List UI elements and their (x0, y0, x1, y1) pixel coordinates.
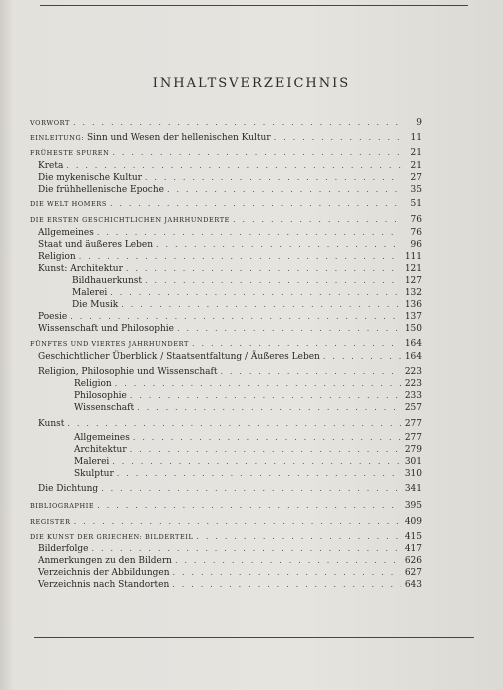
toc-entry-label (30, 133, 271, 144)
toc-entry (38, 311, 422, 323)
toc-entry (72, 299, 422, 311)
toc-entry-label: Verzeichnis nach Standorten (38, 580, 170, 590)
toc-entry (38, 263, 422, 275)
toc-entry-label: FRÜHESTE SPUREN (30, 149, 110, 157)
leader-dots (112, 147, 401, 158)
toc-entry (38, 567, 422, 579)
toc-entry (30, 132, 422, 144)
leader-dots (137, 402, 401, 413)
toc-entry-page: 164 (404, 352, 422, 362)
leader-dots (145, 275, 401, 286)
toc-entry (38, 366, 422, 378)
toc-entry-page: 76 (410, 228, 422, 238)
toc-entry (74, 378, 422, 390)
toc-entry-page: 11 (410, 133, 422, 143)
leader-dots (130, 390, 401, 401)
leader-dots (323, 351, 401, 362)
toc-entry (72, 287, 422, 299)
toc-entry (30, 500, 422, 512)
leader-dots (175, 555, 401, 566)
leader-dots (220, 366, 401, 377)
toc-entry-page: 341 (404, 484, 422, 494)
toc-entry (38, 579, 422, 591)
toc-entry-label (30, 532, 193, 543)
leader-dots (172, 579, 401, 590)
leader-dots (133, 432, 401, 443)
toc-entry (30, 338, 422, 350)
toc-entry-page: 277 (404, 433, 422, 443)
toc-entry (74, 432, 422, 444)
toc-entry (38, 543, 422, 555)
toc-entry (38, 323, 422, 335)
toc-entry (38, 172, 422, 184)
toc-entry-label: Wissenschaft und Philosophie (38, 324, 175, 334)
leader-dots (126, 263, 401, 274)
leader-dots (97, 227, 401, 238)
toc-entry (30, 117, 422, 129)
toc-entry-page: 233 (404, 391, 422, 401)
toc-entry-page: 150 (404, 324, 422, 334)
toc-entry-label-smallcaps: EINLEITUNG: (30, 134, 85, 142)
toc-entry-label: Die mykenische Kultur (38, 173, 142, 183)
leader-dots (130, 444, 401, 455)
toc-entry-label: Religion (38, 252, 76, 262)
toc-entry-page: 643 (404, 580, 422, 590)
toc-entry (30, 198, 422, 210)
toc-entry-page: 121 (404, 264, 422, 274)
leader-dots (73, 117, 401, 128)
toc-entry-page: 21 (410, 161, 422, 171)
toc-entry-label: Malerei (74, 457, 110, 467)
toc-entry-label-smallcaps: DIE KUNST DER GRIECHEN: (30, 533, 143, 541)
toc-entry (74, 402, 422, 414)
toc-entry-label: DIE WELT HOMERS (30, 200, 107, 208)
leader-dots (233, 214, 401, 225)
toc-entry-page: 35 (410, 185, 422, 195)
toc-entry-label: Die Dichtung (38, 484, 99, 494)
toc-entry-label: Staat und äußeres Leben (38, 240, 154, 250)
toc-entry-label: Kreta (38, 161, 64, 171)
leader-dots (74, 516, 401, 527)
toc-entry (38, 351, 422, 363)
toc-entry-label: DIE ERSTEN GESCHICHTLICHEN JAHRHUNDERTE (30, 216, 231, 224)
toc-entry-label: Malerei (72, 288, 108, 298)
toc-entry-label: FÜNFTES UND VIERTES JAHRHUNDERT (30, 340, 189, 348)
toc-entry-page: 627 (404, 568, 422, 578)
toc-entry-label: Kunst (38, 419, 65, 429)
toc-entry-page: 223 (404, 367, 422, 377)
toc-entry-label: Allgemeines (38, 228, 94, 238)
toc-entry-label: VORWORT (30, 119, 70, 127)
toc-entry (30, 147, 422, 159)
toc-entry (38, 184, 422, 196)
toc-entry-label: Verzeichnis der Abbildungen (38, 568, 170, 578)
toc-entry-label: Allgemeines (74, 433, 130, 443)
toc-entry-label: Architektur (74, 445, 127, 455)
leader-dots (156, 239, 401, 250)
toc-entry (38, 227, 422, 239)
toc-entry-page: 310 (404, 469, 422, 479)
toc-entry-page: 9 (416, 118, 422, 128)
toc-entry-label: REGISTER (30, 518, 71, 526)
toc-entry-label: Philosophie (74, 391, 127, 401)
toc-entry-label: Geschichtlicher Überblick / Staatsentfaltung / Äußeres Leben (38, 352, 320, 362)
toc-entry-label-rest: Sinn und Wesen der hellenischen Kultur (84, 133, 271, 143)
toc-entry (38, 483, 422, 495)
leader-dots (91, 543, 401, 554)
toc-entry (30, 516, 422, 528)
toc-entry-page: 96 (410, 240, 422, 250)
toc-entry-label: Religion, Philosophie und Wissenschaft (38, 367, 218, 377)
toc-entry-page: 417 (404, 544, 422, 554)
toc-entry-page: 301 (404, 457, 422, 467)
toc-entry-page: 21 (410, 148, 422, 158)
toc-entry-page: 257 (404, 403, 422, 413)
toc-entry-page: 127 (404, 276, 422, 286)
toc-entry-page: 223 (404, 379, 422, 389)
leader-dots (101, 483, 401, 494)
leader-dots (97, 500, 401, 511)
leader-dots (117, 468, 401, 479)
toc-entry-page: 277 (404, 419, 422, 429)
toc-entry-page: 132 (404, 288, 422, 298)
toc-entry (72, 275, 422, 287)
toc-entry-label: Poesie (38, 312, 68, 322)
toc-entry-label: Religion (74, 379, 112, 389)
toc-entry-label: Anmerkungen zu den Bildern (38, 556, 172, 566)
toc-entry (38, 251, 422, 263)
leader-dots (145, 172, 401, 183)
leader-dots (196, 531, 401, 542)
toc-entry-page: 76 (410, 215, 422, 225)
leader-dots (274, 132, 401, 143)
leader-dots (121, 299, 401, 310)
toc-entry-page: 395 (404, 501, 422, 511)
toc-entry-label: BIBLIOGRAPHIE (30, 502, 95, 510)
toc-entry-page: 137 (404, 312, 422, 322)
page-title: INHALTSVERZEICHNIS (152, 76, 351, 91)
toc-entry-label: Skulptur (74, 469, 114, 479)
toc-entry (74, 468, 422, 480)
toc-entry (38, 239, 422, 251)
toc-entry-page: 279 (404, 445, 422, 455)
toc-entry-label: Bildhauerkunst (72, 276, 143, 286)
toc-entry-page: 626 (404, 556, 422, 566)
toc-entry-page: 111 (404, 252, 422, 262)
leader-dots (173, 567, 401, 578)
toc-entry (30, 531, 422, 543)
leader-dots (70, 311, 401, 322)
leader-dots (112, 456, 401, 467)
toc-entry-label: Wissenschaft (74, 403, 135, 413)
leader-dots (66, 160, 401, 171)
leader-dots (115, 378, 401, 389)
toc-entry (74, 456, 422, 468)
toc-entry-page: 136 (404, 300, 422, 310)
toc-entry-page: 51 (410, 199, 422, 209)
toc-entry-page: 27 (410, 173, 422, 183)
toc-entry-label: Die Musik (72, 300, 119, 310)
toc-entry-label: Bilderfolge (38, 544, 89, 554)
toc-entry-page: 409 (404, 517, 422, 527)
toc-entry (74, 390, 422, 402)
leader-dots (177, 323, 401, 334)
leader-dots (67, 418, 401, 429)
bottom-rule (34, 637, 474, 638)
leader-dots (110, 198, 401, 209)
toc-entry (38, 555, 422, 567)
toc-entry-label: Kunst: Architektur (38, 264, 123, 274)
toc-entry (38, 418, 422, 430)
toc-entry-page: 415 (404, 532, 422, 542)
toc-entry-label-rest: BILDERTEIL (142, 533, 194, 541)
leader-dots (110, 287, 401, 298)
toc-entry (30, 214, 422, 226)
toc-entry (74, 444, 422, 456)
toc-entry (38, 160, 422, 172)
leader-dots (79, 251, 401, 262)
toc-entry-page: 164 (404, 339, 422, 349)
leader-dots (167, 184, 401, 195)
toc-entry-label: Die frühhellenische Epoche (38, 185, 164, 195)
leader-dots (192, 338, 401, 349)
